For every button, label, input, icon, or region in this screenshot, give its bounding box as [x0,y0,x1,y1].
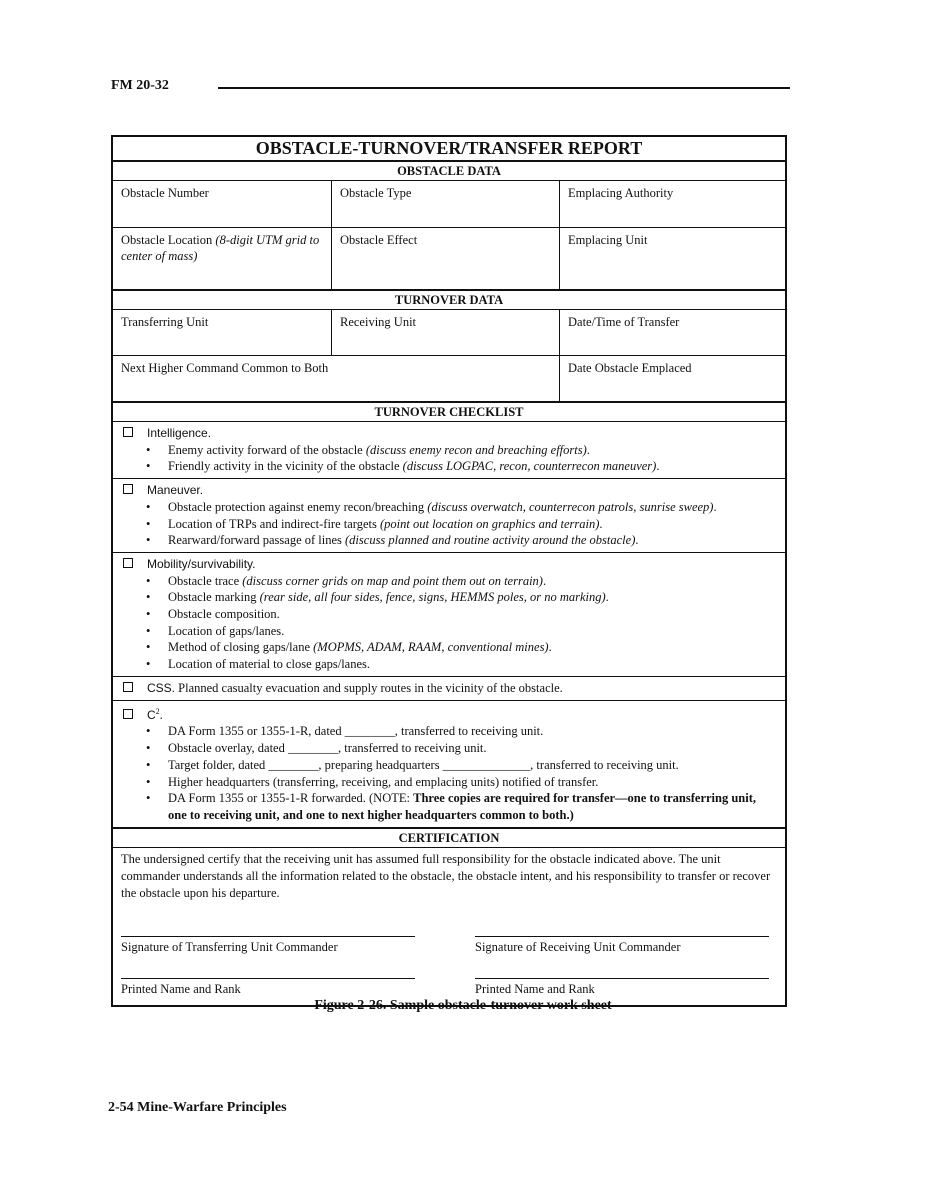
certification-block [113,848,785,1005]
checklist-item [168,532,777,549]
section-certification: CERTIFICATION [113,827,785,848]
item-text: DA Form 1355 or 1355-1-R forwarded. (NOTE: [168,791,414,806]
item-note: (MOPMS, ADAM, RAAM, conventional mines) [313,640,549,655]
transferring-unit-field[interactable]: Transferring Unit [113,310,332,355]
item-text: Target folder, dated ________, preparing headquarters ______________, transferred to receiving unit. [168,757,679,772]
item-text: Higher headquarters (transferring, receiving, and emplacing units) notified of transfer. [168,774,599,789]
item-text: . [713,499,717,514]
item-text: . [586,442,590,457]
checklist-section-title: CSS. [147,680,176,695]
checklist-item [168,723,777,740]
item-note: (discuss corner grids on map and point them out on terrain) [242,573,543,588]
figure-caption: Figure 2-26. Sample obstacle-turnover work sheet [314,998,612,1013]
item-text: Friendly activity in the vicinity of the obstacle [168,459,403,474]
checkbox[interactable] [123,558,133,568]
item-note: (discuss planned and routine activity around the obstacle) [345,533,636,548]
checklist-section-header [123,680,777,697]
checklist-section-title: Intelligence. [147,426,212,440]
item-note: (discuss enemy recon and breaching efforts) [365,442,587,457]
emplacing-authority-field[interactable]: Emplacing Authority [568,186,674,200]
section-obstacle-data: OBSTACLE DATA [113,162,785,181]
header-rule [218,87,790,89]
superscript: 2 [155,706,160,716]
section-turnover-data: TURNOVER DATA [113,289,785,310]
page-footer: 2-54 Mine-Warfare Principles [108,1100,287,1115]
checklist-section [113,479,785,553]
item-note: (discuss overwatch, counterrecon patrols, sunrise sweep) [427,499,714,514]
item-text: . [656,459,660,474]
checklist-section [113,701,785,827]
checklist-section-title: C [147,707,156,722]
checklist-section-title: Mobility/survivability. [147,556,256,571]
item-text: Rearward/forward passage of lines [168,533,346,548]
item-text: . [599,516,603,531]
checklist-item [168,458,777,475]
date-time-transfer-field[interactable]: Date/Time of Transfer [568,315,680,329]
checklist-section [113,677,785,701]
item-note: (rear side, all four sides, fence, signs, HEMMS poles, or no marking) [259,590,606,605]
item-text: Obstacle overlay, dated ________, transferred to receiving unit. [168,741,487,756]
checklist-item [168,639,777,656]
emplacing-unit-field[interactable]: Emplacing Unit [568,233,648,247]
form-title: OBSTACLE-TURNOVER/TRANSFER REPORT [113,137,785,162]
checklist-item [168,606,777,623]
obstacle-location-field[interactable] [113,228,332,289]
checklist-section-title: Maneuver. [147,483,204,498]
checklist-item [168,757,777,774]
item-note: (point out location on graphics and terrain) [379,516,600,531]
field-label: Obstacle Location [121,233,216,247]
checklist-item [168,589,777,606]
checklist [113,422,785,827]
item-text: Location of TRPs and indirect-fire targets [168,516,380,531]
checklist-section-header [123,425,777,442]
checklist-item [168,499,777,516]
checklist-section-header [123,704,777,724]
checklist-item [168,516,777,533]
obstacle-effect-field[interactable]: Obstacle Effect [332,228,560,289]
section-turnover-checklist: TURNOVER CHECKLIST [113,401,785,422]
item-text: . [605,590,609,605]
checklist-item [168,573,777,590]
checkbox[interactable] [123,709,133,719]
printed-name-receiving-line[interactable]: Printed Name and Rank [475,978,769,998]
obstacle-number-field[interactable]: Obstacle Number [113,181,332,227]
document-id: FM 20-32 [111,78,169,93]
checkbox[interactable] [123,484,133,494]
title-end: . [159,707,163,722]
certification-text: The undersigned certify that the receiving unit has assumed full responsibility for the obstacle indicated above. The unit commander understands all the information related to the obstacle, the obstacle intent, and his responsibility to transfer or recover the obstacle upon his departure. [121,851,771,900]
signature-receiving-line[interactable]: Signature of Receiving Unit Commander [475,936,769,956]
checklist-item [168,790,777,823]
obstacle-type-field[interactable]: Obstacle Type [332,181,560,227]
next-higher-command-field[interactable]: Next Higher Command Common to Both [113,356,560,401]
checklist-item [168,774,777,791]
checklist-item [168,442,777,459]
checklist-section-header [123,482,777,499]
item-text: Obstacle composition. [168,607,280,622]
item-note: (discuss LOGPAC, recon, counterrecon maneuver) [402,459,657,474]
item-text: DA Form 1355 or 1355-1-R, dated ________, transferred to receiving unit. [168,724,544,739]
checklist-item [168,623,777,640]
checklist-section [113,553,785,677]
item-text: Obstacle protection against enemy recon/breaching [168,499,428,514]
item-text: . [548,640,552,655]
receiving-unit-field[interactable]: Receiving Unit [332,310,560,355]
item-text: Method of closing gaps/lane [168,640,314,655]
item-text: Location of material to close gaps/lanes. [168,657,371,672]
signature-transferring-line[interactable]: Signature of Transferring Unit Commander [121,936,415,956]
checklist-section-header [123,556,777,573]
item-text: Obstacle marking [168,590,260,605]
item-text: Location of gaps/lanes. [168,623,285,638]
obstacle-turnover-form [111,135,787,1007]
date-emplaced-field[interactable]: Date Obstacle Emplaced [568,361,692,375]
item-text: . [635,533,639,548]
checklist-item [168,656,777,673]
checklist-item [168,740,777,757]
item-text: . [542,573,547,588]
item-text: Enemy activity forward of the obstacle [168,442,366,457]
checkbox[interactable] [123,427,133,437]
checklist-section [113,422,785,479]
item-text: Obstacle trace [168,573,243,588]
printed-name-transferring-line[interactable]: Printed Name and Rank [121,978,415,998]
item-text: Three copies are required for transfer—one to transferring unit, one to receiving unit, and one to next higher headquarters common to both.) [168,791,756,822]
checkbox[interactable] [123,682,133,692]
field-note: (8-digit UTM grid to center of mass) [121,233,320,263]
checklist-section-text: Planned casualty evacuation and supply routes in the vicinity of the obstacle. [175,680,563,695]
